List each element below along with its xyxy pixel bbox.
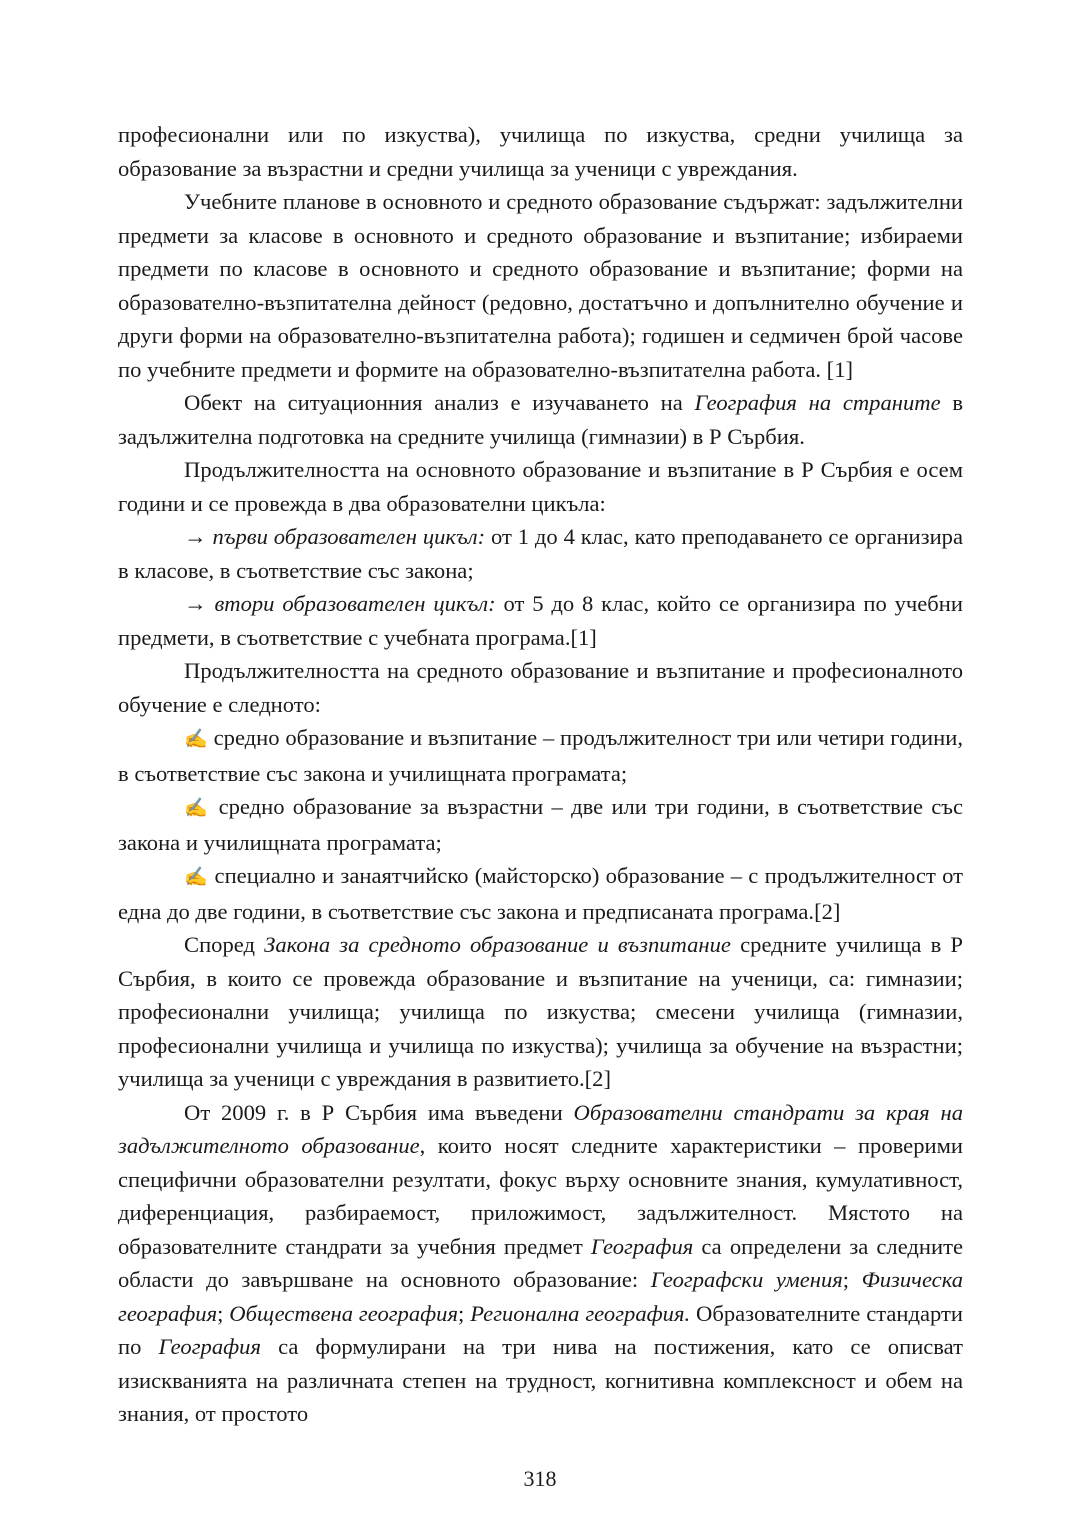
page-number: 318 xyxy=(523,1466,557,1491)
cycle-label: първи образователен цикъл: xyxy=(212,524,486,549)
italic-term: Регионална география. xyxy=(470,1300,691,1326)
italic-term: Образователни стандрати за края на задължителното образование xyxy=(118,1099,963,1158)
paragraph-curricula xyxy=(118,185,963,386)
italic-term: Обществена география xyxy=(229,1300,458,1326)
list-item-text: специално и занаятчийско (майсторско) образование – с продължителност от една до две години, в съответствие със закона и предписаната програма.[2] xyxy=(118,863,963,924)
separator: ; xyxy=(217,1300,230,1326)
italic-term: География xyxy=(590,1233,694,1259)
paragraph-text: Според xyxy=(184,932,265,957)
list-item-adults xyxy=(118,790,963,859)
writing-hand-icon: ✍ xyxy=(184,729,208,750)
paragraph-text: Учебните планове в основното и средното образование съдържат: задължителни предмети за класове в основното и средното образование и възпитание; избираеми предмети по класове в основното и средното образование и възпитание; форми на образователно-възпитателна дейност (редовно, достатъчно и допълнително обучение и други форми на образователно-възпитателна работа); годишен и седмичен брой часове по учебните предмети и формите на образователно-възпитателна работа. xyxy=(118,189,963,382)
paragraph-text: Продължителността на основното образование и възпитание в Р Сърбия е осем години и се провежда в два образователни цикъла: xyxy=(118,457,963,516)
arrow-icon: → xyxy=(184,524,213,549)
separator: ; xyxy=(458,1300,471,1326)
citation: [1] xyxy=(821,356,854,382)
list-item-text: от 5 до 8 клас, който се организира по учебни предмети, в съответствие с учебната програма.[1] xyxy=(118,591,963,650)
paragraph-analysis-object xyxy=(118,386,963,453)
list-item-text: средно образование за възрастни – две или три години, в съответствие със закона и училищната програмата; xyxy=(118,794,963,855)
paragraph-text: в задължителна подготовка на средните училища (гимназии) в Р Сърбия. xyxy=(118,390,964,449)
writing-hand-icon: ✍ xyxy=(184,798,211,819)
separator: ; xyxy=(842,1267,862,1292)
paragraph-text: Образователните стандарти по xyxy=(118,1300,964,1359)
paragraph-text: средните училища в Р Сърбия, в които се провежда образование и възпитание на ученици, са: гимназии; професионални училища; училища по изкуства; смесени училища (гимназии, професионални училища и училища по изкуства); училища за обучение на възрастни; училища за ученици с увреждания в развитието.[2] xyxy=(118,932,963,1091)
italic-term: Закона за средното образование и възпитание xyxy=(264,932,731,957)
paragraph-text: От 2009 г. в Р Сърбия има въведени xyxy=(184,1099,574,1125)
cycle-label: втори образователен цикъл: xyxy=(214,591,496,616)
paragraph-basic-education xyxy=(118,453,963,520)
list-item-text: средно образование и възпитание – продължителност три или четири години, в съответствие със закона и училищната програмата; xyxy=(118,725,963,786)
list-item-second-cycle xyxy=(118,587,963,654)
paragraph-text: Продължителността на средното образование и възпитание и професионалното обучение е следното: xyxy=(118,658,963,717)
italic-term: География на страните xyxy=(694,390,941,415)
writing-hand-icon: ✍ xyxy=(184,867,209,888)
document-body xyxy=(118,118,963,1431)
list-item-first-cycle xyxy=(118,520,963,587)
paragraph-law xyxy=(118,928,963,1096)
list-item-special xyxy=(118,859,963,928)
italic-term: Географски умения xyxy=(650,1267,843,1292)
paragraph-text: , които носят следните характеристики – проверими специфични образователни резултати, фокус върху основните знания, кумулативност, диференциация, разбираемост, приложимост, задължителност. Мястото на образователните стандрати за учебния предмет xyxy=(118,1133,963,1259)
paragraph-text: са формулирани на три нива на постижения, като се описват изискванията на различната степен на трудност, когнитивна комплексност и обем на знания, от простото xyxy=(118,1334,963,1426)
list-item-secondary xyxy=(118,721,963,790)
paragraph-standards xyxy=(118,1096,963,1431)
paragraph-text: Обект на ситуационния анализ е изучаването на xyxy=(184,390,695,415)
italic-term: География xyxy=(158,1334,261,1359)
arrow-icon: → xyxy=(184,591,215,616)
list-item-text: от 1 до 4 клас, като преподаването се организира в класове, в съответствие със закона; xyxy=(118,524,963,583)
paragraph-text: са определени за следните области до завършване на основното образование: xyxy=(118,1233,964,1292)
italic-term: Физическа география xyxy=(118,1267,964,1326)
paragraph-text: професионални или по изкуства), училища по изкуства, средни училища за образование за възрастни и средни училища за ученици с увреждания. xyxy=(118,122,963,181)
paragraph-schools-continued xyxy=(118,118,963,185)
paragraph-secondary-duration xyxy=(118,654,963,721)
